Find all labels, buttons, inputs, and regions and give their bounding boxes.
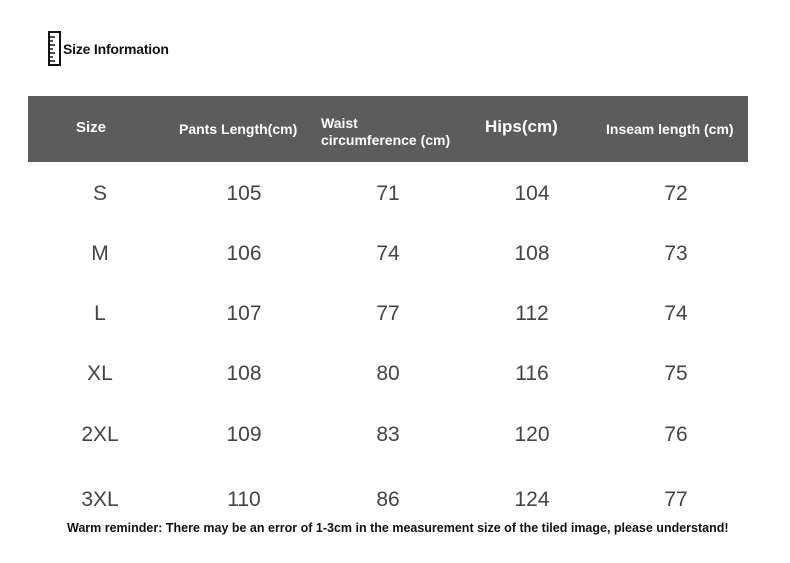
cell-pants-length: 109 [226, 423, 262, 446]
header-pants-length: Pants Length(cm) [179, 121, 298, 137]
header-hips: Hips(cm) [485, 117, 558, 136]
header-size: Size [76, 119, 107, 136]
table-row [28, 354, 748, 394]
title-text: Size Information [63, 40, 169, 57]
cell-inseam: 75 [664, 362, 688, 385]
cell-inseam: 76 [664, 423, 688, 446]
cell-hips: 112 [515, 302, 549, 325]
table-header [28, 96, 748, 162]
cell-size: 3XL [81, 488, 119, 511]
cell-size: S [92, 182, 108, 205]
header-waist-line1: Waist [321, 115, 358, 131]
cell-waist: 77 [376, 302, 400, 325]
cell-size: M [91, 242, 109, 265]
cell-waist: 80 [376, 362, 400, 385]
table-row [28, 174, 748, 214]
warm-reminder: Warm reminder: There may be an error of 1-3cm in the measurement size of the tiled image, please understand! [67, 521, 729, 535]
table-row [28, 415, 748, 455]
cell-hips: 108 [514, 242, 550, 265]
cell-pants-length: 105 [226, 182, 262, 205]
cell-waist: 74 [376, 242, 400, 265]
header-waist-circumference [321, 115, 450, 149]
cell-pants-length: 108 [226, 362, 262, 385]
cell-inseam: 77 [664, 488, 688, 511]
cell-pants-length: 107 [226, 302, 262, 325]
cell-hips: 104 [514, 182, 550, 205]
cell-pants-length: 110 [227, 488, 261, 511]
table-row [28, 480, 748, 520]
header-waist-line2: circumference (cm) [321, 132, 451, 148]
cell-pants-length: 106 [226, 242, 262, 265]
table-row [28, 234, 748, 274]
cell-waist: 83 [376, 423, 400, 446]
cell-size: L [94, 302, 106, 325]
ruler-icon [48, 31, 61, 66]
cell-hips: 120 [514, 423, 550, 446]
cell-hips: 124 [514, 488, 550, 511]
table-row [28, 294, 748, 334]
cell-size: 2XL [81, 423, 119, 446]
section-title [48, 31, 169, 66]
cell-hips: 116 [515, 362, 549, 385]
cell-waist: 71 [376, 182, 400, 205]
cell-inseam: 72 [664, 182, 688, 205]
cell-inseam: 74 [664, 302, 688, 325]
header-inseam-length: Inseam length (cm) [606, 121, 734, 137]
cell-inseam: 73 [664, 242, 688, 265]
cell-waist: 86 [376, 488, 400, 511]
cell-size: XL [87, 362, 113, 385]
